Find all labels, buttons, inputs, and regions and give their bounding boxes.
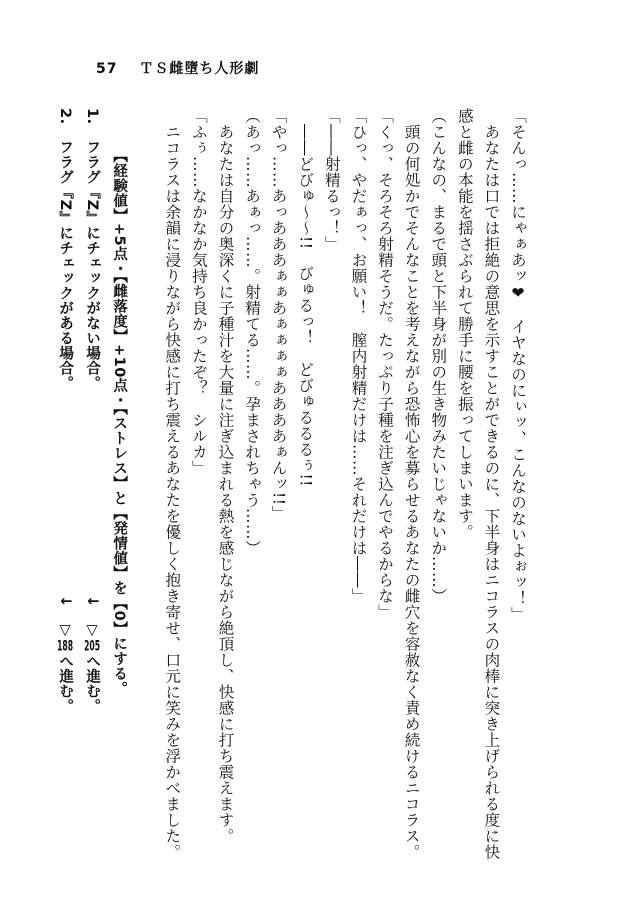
choice-action: へ進む。	[57, 653, 74, 714]
page-number: 57	[96, 61, 118, 77]
triangle-icon: ▽	[57, 622, 74, 640]
choice-1	[78, 108, 105, 808]
page-header	[96, 58, 259, 78]
choice-number: 1.	[84, 108, 101, 125]
choice-target-link[interactable]: 205	[84, 639, 101, 654]
choice-action: へ進む。	[84, 653, 101, 714]
choice-destination	[51, 595, 78, 714]
paragraph: 「やっ……あっあああぁぁあぁぁぁぁああああぁんッ!!」	[269, 108, 288, 522]
paragraph: あなたは自分の奥深くに子種汁を大量に注ぎ込まれる熱を感じながら絶頂し、快感に打ち震えます。	[216, 108, 235, 844]
vertical-body-text	[57, 108, 531, 860]
paragraph: 「――射精るっ！」	[322, 108, 341, 252]
paragraph: 「くっ、そろそろ射精そうだ。たっぷり子種を注ぎ込んでやるからな」	[376, 108, 395, 620]
choice-2	[51, 108, 78, 808]
paragraph: （あっ……あぁっ……。射精てる……。孕まされちゃう……）	[243, 108, 262, 556]
arrow-down-icon: ↓	[57, 595, 74, 608]
choice-target-link[interactable]: 188	[57, 639, 74, 654]
choice-condition: フラグ『Z』にチェックがない場合。	[84, 139, 101, 391]
choice-number: 2.	[57, 108, 74, 125]
book-title: ＴＳ雌墮ち人形劇	[139, 61, 260, 77]
reward-line: 【経験値】+5点・【雌落度】+10点・【ストレス】と【発情値】を【0】にする。	[111, 148, 128, 697]
paragraph: ――どびゅ～～!! びゅるっ！ どびゅるるるぅ!!	[296, 108, 315, 487]
paragraph: 頭の何処かでそんなことを考えながら恐怖心を募らせるあなたの雌穴を容赦なく責め続けるニコラス。	[402, 108, 421, 860]
paragraph: 「ふぅ……なかなか気持ち良かったぞ？ シルカ」	[189, 108, 208, 476]
arrow-down-icon: ↓	[84, 595, 101, 608]
paragraph: ニコラスは余韻に浸りながら快感に打ち震えるあなたを優しく抱き寄せ、口元に笑みを浮かべました。	[163, 108, 182, 860]
paragraph: 「そんっ……にゃぁあッ❤ イヤなのにぃッ、こんなのないよぉッ！」	[509, 108, 527, 623]
paragraph: 「ひっ、やだぁっ、お願い！ 膣内射精だけは……それだけは――」	[349, 108, 368, 604]
triangle-icon: ▽	[84, 622, 101, 640]
paragraph: 感と雌の本能を揺さぶられて勝手に腰を振ってしまいます。	[455, 108, 474, 540]
paragraph: （こんなの、まるで頭と下半身が別の生き物みたいじゃないか……）	[429, 108, 448, 604]
paragraph: あなたは口では拒絶の意思を示すことができるのに、下半身はニコラスの肉棒に突き上げられる度に快	[482, 108, 501, 860]
choice-condition: フラグ『Z』にチェックがある場合。	[57, 139, 74, 391]
choice-destination	[78, 595, 105, 714]
